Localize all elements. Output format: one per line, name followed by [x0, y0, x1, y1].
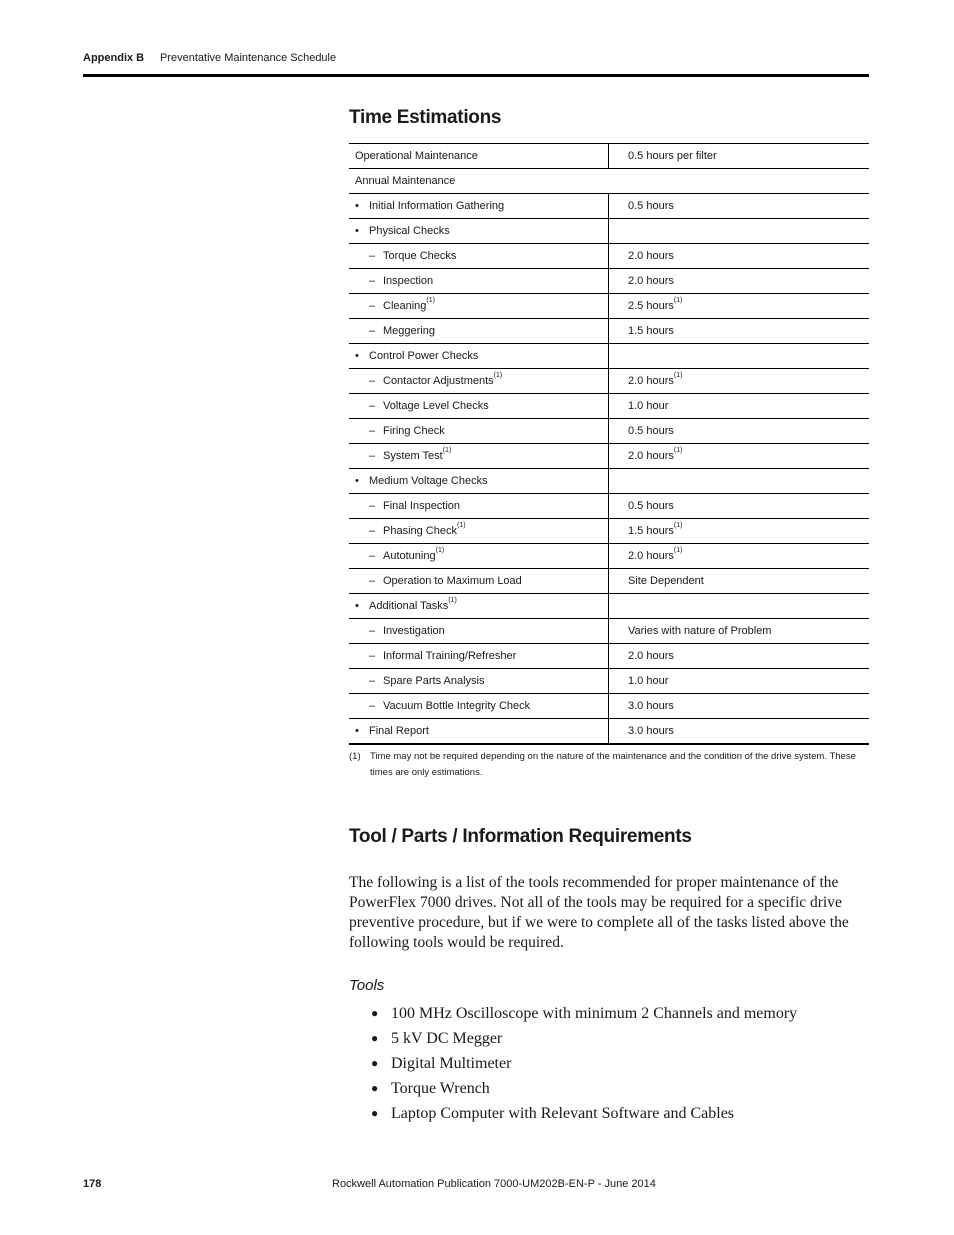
- tool-name: Digital Multimeter: [391, 1055, 512, 1072]
- time-value: 0.5 hours per filter: [628, 150, 717, 162]
- time-cell: [609, 544, 870, 569]
- task-label: Meggering: [383, 325, 435, 337]
- dash-icon: –: [369, 450, 376, 462]
- time-value: 0.5 hours: [628, 500, 674, 512]
- bullet-icon: ●: [371, 1056, 379, 1070]
- task-label: Additional Tasks: [369, 600, 449, 612]
- task-cell: [349, 169, 609, 194]
- time-cell: [609, 294, 870, 319]
- dash-icon: –: [369, 675, 376, 687]
- task-label: Final Inspection: [383, 500, 461, 512]
- footnote-ref: (1): [673, 547, 683, 554]
- time-cell: [609, 644, 870, 669]
- list-item: [371, 1051, 797, 1076]
- table-row: [349, 494, 869, 519]
- time-cell: [609, 619, 870, 644]
- time-cell: [609, 219, 870, 244]
- publication-info: Rockwell Automation Publication 7000-UM202B-EN-P - June 2014: [332, 1178, 656, 1190]
- table-footnote: [349, 749, 869, 781]
- footnote-ref: (1): [673, 297, 683, 304]
- time-estimations-table: [349, 143, 869, 745]
- table-row: [349, 419, 869, 444]
- task-cell: [349, 344, 609, 369]
- task-label: Vacuum Bottle Integrity Check: [383, 700, 531, 712]
- appendix-label: Appendix B: [83, 52, 145, 64]
- time-cell: [609, 194, 870, 219]
- table-row: [349, 169, 869, 194]
- tools-heading: Tool / Parts / Information Requirements: [349, 826, 692, 847]
- table-row: [349, 519, 869, 544]
- table-row: [349, 244, 869, 269]
- task-cell: [349, 694, 609, 719]
- list-item: [371, 1101, 797, 1126]
- task-cell: [349, 144, 609, 169]
- footnote-ref: (1): [426, 297, 435, 304]
- table-row: [349, 694, 869, 719]
- task-label: Autotuning: [383, 550, 436, 562]
- task-cell: [349, 544, 609, 569]
- task-cell: [349, 569, 609, 594]
- task-label: Cleaning: [383, 300, 427, 312]
- task-label: Control Power Checks: [369, 350, 479, 362]
- time-value: Varies with nature of Problem: [628, 625, 772, 637]
- list-item: [371, 1076, 797, 1101]
- task-cell: [349, 519, 609, 544]
- task-label: Medium Voltage Checks: [369, 475, 488, 487]
- header-divider: [83, 74, 869, 77]
- time-cell: [609, 594, 870, 619]
- task-label: Final Report: [369, 725, 429, 737]
- table-row: [349, 369, 869, 394]
- table-row: [349, 594, 869, 619]
- dash-icon: –: [369, 700, 376, 712]
- table-row: [349, 644, 869, 669]
- task-cell: [349, 619, 609, 644]
- dash-icon: –: [369, 500, 376, 512]
- time-cell: [609, 694, 870, 719]
- footnote-ref: (1): [673, 447, 683, 454]
- tool-name: 100 MHz Oscilloscope with minimum 2 Channels and memory: [391, 1005, 798, 1022]
- time-cell: [609, 469, 870, 494]
- task-label: Operational Maintenance: [355, 150, 478, 162]
- time-value: 3.0 hours: [628, 725, 674, 737]
- time-value: 1.0 hour: [628, 400, 669, 412]
- time-cell: [609, 369, 870, 394]
- tool-name: Laptop Computer with Relevant Software and Cables: [391, 1105, 735, 1122]
- task-label: Initial Information Gathering: [369, 200, 505, 212]
- time-cell: [609, 569, 870, 594]
- time-cell: [609, 144, 870, 169]
- time-cell: [609, 344, 870, 369]
- table-row: [349, 319, 869, 344]
- dash-icon: –: [369, 550, 376, 562]
- task-cell: [349, 219, 609, 244]
- bullet-icon: •: [355, 225, 359, 237]
- bullet-icon: •: [355, 350, 359, 362]
- time-cell: [609, 169, 870, 194]
- bullet-icon: •: [355, 200, 359, 212]
- task-cell: [349, 644, 609, 669]
- task-label: Operation to Maximum Load: [383, 575, 522, 587]
- footnote-ref: (1): [673, 522, 683, 529]
- dash-icon: –: [369, 275, 376, 287]
- task-label: Voltage Level Checks: [383, 400, 489, 412]
- bullet-icon: ●: [371, 1081, 379, 1095]
- tool-name: 5 kV DC Megger: [391, 1030, 503, 1047]
- footnote-ref: (1): [493, 372, 503, 379]
- task-cell: [349, 319, 609, 344]
- table-row: [349, 569, 869, 594]
- task-cell: [349, 269, 609, 294]
- task-label: Firing Check: [383, 425, 445, 437]
- task-cell: [349, 419, 609, 444]
- bullet-icon: ●: [371, 1106, 379, 1120]
- task-label: Phasing Check: [383, 525, 457, 537]
- dash-icon: –: [369, 650, 376, 662]
- task-label: Torque Checks: [383, 250, 457, 262]
- footnote-ref: (1): [673, 372, 683, 379]
- table-row: [349, 344, 869, 369]
- task-cell: [349, 444, 609, 469]
- footnote-ref: (1): [435, 547, 445, 554]
- footnote-text: Time may not be required depending on the nature of the maintenance and the condition of the drive system. These times are only estimations.: [370, 751, 856, 778]
- dash-icon: –: [369, 625, 376, 637]
- dash-icon: –: [369, 325, 376, 337]
- time-value: 1.5 hours: [628, 325, 674, 337]
- time-value: 1.5 hours: [628, 525, 674, 537]
- time-value: 0.5 hours: [628, 425, 674, 437]
- task-label: System Test: [383, 450, 443, 462]
- task-cell: [349, 394, 609, 419]
- time-cell: [609, 269, 870, 294]
- table-row: [349, 269, 869, 294]
- time-cell: [609, 244, 870, 269]
- task-cell: [349, 369, 609, 394]
- task-label: Annual Maintenance: [355, 175, 456, 187]
- time-cell: [609, 394, 870, 419]
- task-cell: [349, 194, 609, 219]
- bullet-icon: •: [355, 475, 359, 487]
- dash-icon: –: [369, 525, 376, 537]
- task-label: Investigation: [383, 625, 445, 637]
- time-cell: [609, 669, 870, 694]
- task-cell: [349, 719, 609, 745]
- table-row: [349, 444, 869, 469]
- footnote-ref: (1): [448, 597, 457, 604]
- task-cell: [349, 294, 609, 319]
- time-value: 2.0 hours: [628, 450, 674, 462]
- dash-icon: –: [369, 400, 376, 412]
- time-cell: [609, 419, 870, 444]
- time-value: 2.0 hours: [628, 275, 674, 287]
- table-row: [349, 144, 869, 169]
- dash-icon: –: [369, 425, 376, 437]
- tools-paragraph: The following is a list of the tools recommended for proper maintenance of the PowerFlex 7000 drives. Not all of the tools may be required for a specific drive preventive procedure, but if we were to complete all of the tasks listed above the following tools would be required.: [349, 874, 849, 951]
- table-row: [349, 219, 869, 244]
- tools-list: [371, 1001, 797, 1126]
- dash-icon: –: [369, 575, 376, 587]
- task-cell: [349, 244, 609, 269]
- tools-subheading: Tools: [349, 977, 385, 994]
- task-label: Spare Parts Analysis: [383, 675, 485, 687]
- time-value: 2.0 hours: [628, 250, 674, 262]
- time-value: 3.0 hours: [628, 700, 674, 712]
- time-cell: [609, 444, 870, 469]
- task-cell: [349, 669, 609, 694]
- time-value: 0.5 hours: [628, 200, 674, 212]
- bullet-icon: •: [355, 725, 359, 737]
- task-label: Physical Checks: [369, 225, 450, 237]
- bullet-icon: ●: [371, 1006, 379, 1020]
- section-label: Preventative Maintenance Schedule: [160, 52, 337, 64]
- dash-icon: –: [369, 300, 376, 312]
- time-value: 1.0 hour: [628, 675, 669, 687]
- footnote-ref: (1): [442, 447, 452, 454]
- task-cell: [349, 469, 609, 494]
- bullet-icon: •: [355, 600, 359, 612]
- time-cell: [609, 319, 870, 344]
- time-value: Site Dependent: [628, 575, 704, 587]
- table-row: [349, 669, 869, 694]
- table-row: [349, 469, 869, 494]
- list-item: [371, 1001, 797, 1026]
- table-row: [349, 719, 869, 745]
- time-value: 2.0 hours: [628, 375, 674, 387]
- page-number: 178: [83, 1178, 102, 1190]
- task-cell: [349, 594, 609, 619]
- tool-name: Torque Wrench: [391, 1080, 490, 1097]
- table-row: [349, 294, 869, 319]
- task-label: Contactor Adjustments: [383, 375, 494, 387]
- bullet-icon: ●: [371, 1031, 379, 1045]
- dash-icon: –: [369, 250, 376, 262]
- time-value: 2.0 hours: [628, 550, 674, 562]
- task-cell: [349, 494, 609, 519]
- time-value: 2.0 hours: [628, 650, 674, 662]
- table-row: [349, 394, 869, 419]
- time-estimations-heading: Time Estimations: [349, 107, 502, 128]
- task-label: Inspection: [383, 275, 434, 287]
- footnote-number: (1): [349, 751, 361, 762]
- dash-icon: –: [369, 375, 376, 387]
- running-header: [83, 52, 336, 64]
- table-row: [349, 544, 869, 569]
- table-row: [349, 619, 869, 644]
- footnote-ref: (1): [457, 522, 466, 529]
- time-value: 2.5 hours: [628, 300, 674, 312]
- time-cell: [609, 519, 870, 544]
- table-row: [349, 194, 869, 219]
- list-item: [371, 1026, 797, 1051]
- time-cell: [609, 719, 870, 745]
- time-cell: [609, 494, 870, 519]
- task-label: Informal Training/Refresher: [383, 650, 517, 662]
